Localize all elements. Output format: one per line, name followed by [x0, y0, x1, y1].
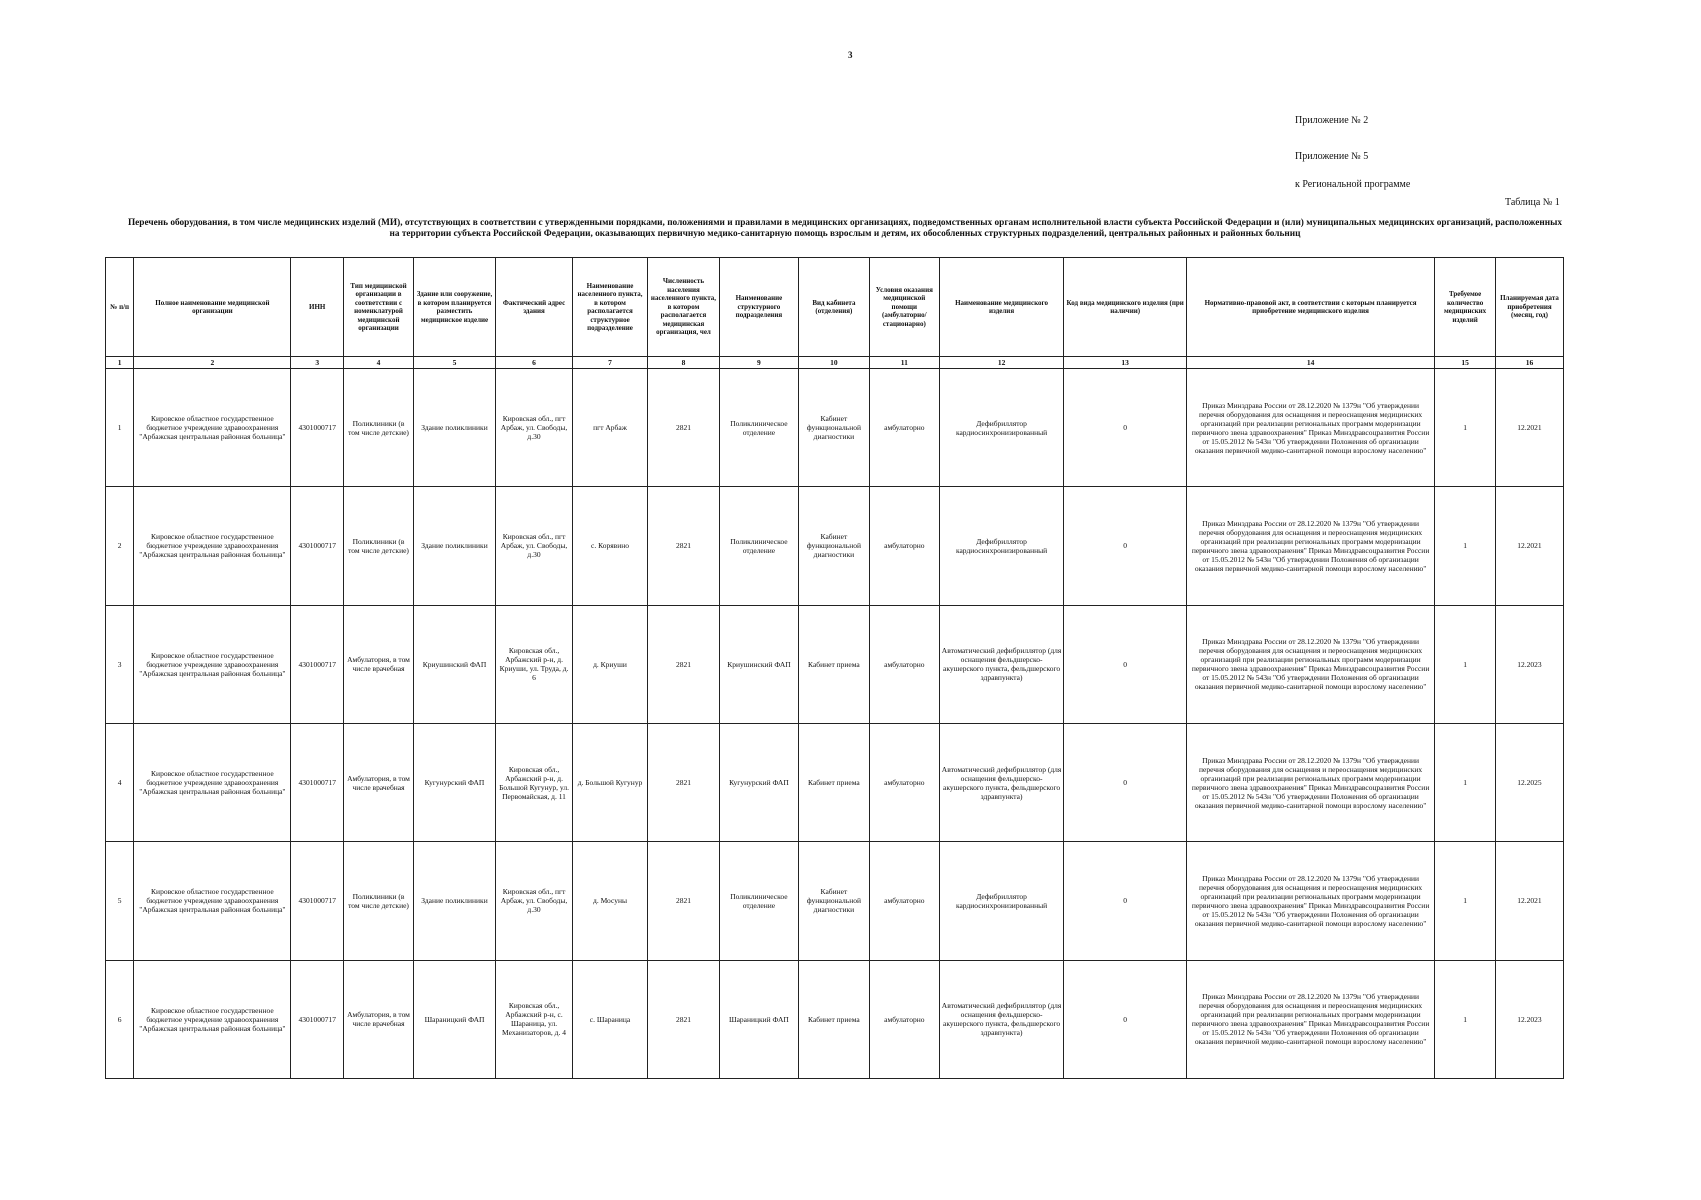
cell-conditions: амбулаторно: [869, 605, 939, 723]
column-header: Условия оказания медицинской помощи (амбулаторно/стационарно): [869, 258, 939, 357]
cell-room: Кабинет приема: [798, 723, 869, 841]
appendix-line-2: Приложение № 5: [1295, 151, 1369, 162]
cell-inn: 4301000717: [291, 842, 344, 960]
column-number: 2: [134, 357, 291, 369]
column-number: 5: [413, 357, 495, 369]
column-number: 4: [344, 357, 414, 369]
column-number: 3: [291, 357, 344, 369]
cell-locality: пгт Арбаж: [573, 369, 648, 487]
cell-org: Кировское областное государственное бюджетное учреждение здравоохранения "Арбажская центральная районная больница": [134, 605, 291, 723]
cell-date: 12.2021: [1495, 842, 1563, 960]
column-number: 16: [1495, 357, 1563, 369]
cell-building: Кугунурский ФАП: [413, 723, 495, 841]
cell-room: Кабинет функциональной диагностики: [798, 487, 869, 605]
cell-address: Кировская обл., пгт Арбаж, ул. Свободы, д.30: [496, 487, 573, 605]
column-header: Полное наименование медицинской организации: [134, 258, 291, 357]
table-row: [106, 960, 1564, 1078]
column-number: 15: [1435, 357, 1496, 369]
cell-type: Поликлиники (в том числе детские): [344, 842, 414, 960]
cell-act: Приказ Минздрава России от 28.12.2020 № 1379н "Об утверждении перечня оборудования для оснащения и переоснащения медицинских организаций при реализации региональных программ модернизации первичного звена здравоохранения" Приказ Минздравсоцразвития России от 15.05.2012 № 543н "Об утверждении Положения об организации оказания первичной медико-санитарной помощи взрослому населению": [1186, 723, 1434, 841]
cell-qty: 1: [1435, 487, 1496, 605]
cell-type: Поликлиники (в том числе детские): [344, 369, 414, 487]
cell-num: 6: [106, 960, 134, 1078]
table-row: [106, 487, 1564, 605]
column-header: ИНН: [291, 258, 344, 357]
cell-org: Кировское областное государственное бюджетное учреждение здравоохранения "Арбажская центральная районная больница": [134, 842, 291, 960]
cell-address: Кировская обл., пгт Арбаж, ул. Свободы, д.30: [496, 842, 573, 960]
appendix-line-1: Приложение № 2: [1295, 115, 1369, 126]
column-header: Нормативно-правовой акт, в соответствии с которым планируется приобретение медицинского изделия: [1186, 258, 1434, 357]
cell-address: Кировская обл., пгт Арбаж, ул. Свободы, д.30: [496, 369, 573, 487]
cell-org: Кировское областное государственное бюджетное учреждение здравоохранения "Арбажская центральная районная больница": [134, 960, 291, 1078]
cell-conditions: амбулаторно: [869, 960, 939, 1078]
cell-unit: Криушинский ФАП: [719, 605, 798, 723]
column-number: 7: [573, 357, 648, 369]
equipment-table: [105, 257, 1564, 1079]
column-header: Код вида медицинского изделия (при наличии): [1064, 258, 1187, 357]
cell-org: Кировское областное государственное бюджетное учреждение здравоохранения "Арбажская центральная районная больница": [134, 369, 291, 487]
cell-room: Кабинет функциональной диагностики: [798, 842, 869, 960]
cell-inn: 4301000717: [291, 487, 344, 605]
cell-locality: д. Мосуны: [573, 842, 648, 960]
document-title: Перечень оборудования, в том числе медицинских изделий (МИ), отсутствующих в соответствии с утвержденными порядками, положениями и правилами в медицинских организациях, подведомственных органам исполнительной власти субъекта Российской Федерации и (или) муниципальных медицинских организаций, расположенных на территории субъекта Российской Федерации, оказывающих первичную медико-санитарную помощь взрослым и детям, их обособленных структурных подразделений, центральных районных и районных больниц: [127, 218, 1563, 239]
cell-qty: 1: [1435, 842, 1496, 960]
column-number: 11: [869, 357, 939, 369]
cell-inn: 4301000717: [291, 605, 344, 723]
table-label: Таблица № 1: [1505, 197, 1560, 208]
cell-date: 12.2023: [1495, 605, 1563, 723]
cell-device: Автоматический дефибриллятор (для оснащения фельдшерско-акушерского пункта, фельдшерского здравпункта): [939, 605, 1064, 723]
column-header: Здание или сооружение, в котором планируется разместить медицинское изделие: [413, 258, 495, 357]
cell-num: 4: [106, 723, 134, 841]
cell-type: Амбулатория, в том числе врачебная: [344, 723, 414, 841]
cell-unit: Поликлиническое отделение: [719, 369, 798, 487]
column-number: 14: [1186, 357, 1434, 369]
cell-date: 12.2021: [1495, 369, 1563, 487]
cell-room: Кабинет функциональной диагностики: [798, 369, 869, 487]
cell-population: 2821: [648, 369, 720, 487]
cell-code: 0: [1064, 723, 1187, 841]
column-header: Требуемое количество медицинских изделий: [1435, 258, 1496, 357]
cell-building: Шараницкий ФАП: [413, 960, 495, 1078]
cell-device: Дефибриллятор кардиосинхронизированный: [939, 842, 1064, 960]
cell-act: Приказ Минздрава России от 28.12.2020 № 1379н "Об утверждении перечня оборудования для оснащения и переоснащения медицинских организаций при реализации региональных программ модернизации первичного звена здравоохранения" Приказ Минздравсоцразвития России от 15.05.2012 № 543н "Об утверждении Положения об организации оказания первичной медико-санитарной помощи взрослому населению": [1186, 605, 1434, 723]
cell-org: Кировское областное государственное бюджетное учреждение здравоохранения "Арбажская центральная районная больница": [134, 723, 291, 841]
cell-type: Поликлиники (в том числе детские): [344, 487, 414, 605]
cell-act: Приказ Минздрава России от 28.12.2020 № 1379н "Об утверждении перечня оборудования для оснащения и переоснащения медицинских организаций при реализации региональных программ модернизации первичного звена здравоохранения" Приказ Минздравсоцразвития России от 15.05.2012 № 543н "Об утверждении Положения об организации оказания первичной медико-санитарной помощи взрослому населению": [1186, 369, 1434, 487]
column-header: Наименование населенного пункта, в котором располагается структурное подразделение: [573, 258, 648, 357]
cell-org: Кировское областное государственное бюджетное учреждение здравоохранения "Арбажская центральная районная больница": [134, 487, 291, 605]
cell-conditions: амбулаторно: [869, 369, 939, 487]
cell-building: Здание поликлиники: [413, 369, 495, 487]
cell-inn: 4301000717: [291, 723, 344, 841]
column-number: 12: [939, 357, 1064, 369]
cell-building: Здание поликлиники: [413, 842, 495, 960]
cell-code: 0: [1064, 487, 1187, 605]
header-row: [106, 258, 1564, 357]
cell-unit: Поликлиническое отделение: [719, 487, 798, 605]
cell-device: Автоматический дефибриллятор (для оснащения фельдшерско-акушерского пункта, фельдшерского здравпункта): [939, 723, 1064, 841]
column-header: Численность населения населенного пункта, в котором располагается медицинская организация, чел: [648, 258, 720, 357]
column-header: Фактический адрес здания: [496, 258, 573, 357]
column-header: № п/п: [106, 258, 134, 357]
column-number: 8: [648, 357, 720, 369]
cell-locality: с. Корявино: [573, 487, 648, 605]
column-header: Наименование структурного подразделения: [719, 258, 798, 357]
page-number: 3: [848, 50, 853, 60]
column-number: 10: [798, 357, 869, 369]
cell-device: Автоматический дефибриллятор (для оснащения фельдшерско-акушерского пункта, фельдшерского здравпункта): [939, 960, 1064, 1078]
column-number: 6: [496, 357, 573, 369]
cell-num: 3: [106, 605, 134, 723]
cell-conditions: амбулаторно: [869, 723, 939, 841]
cell-address: Кировская обл., Арбажский р-н, д. Криуши, ул. Труда, д. 6: [496, 605, 573, 723]
cell-address: Кировская обл., Арбажский р-н, с. Шараница, ул. Механизаторов, д. 4: [496, 960, 573, 1078]
cell-device: Дефибриллятор кардиосинхронизированный: [939, 487, 1064, 605]
table-row: [106, 369, 1564, 487]
cell-code: 0: [1064, 605, 1187, 723]
cell-locality: д. Большой Кугунур: [573, 723, 648, 841]
cell-population: 2821: [648, 842, 720, 960]
cell-date: 12.2023: [1495, 960, 1563, 1078]
cell-code: 0: [1064, 369, 1187, 487]
table-row: [106, 723, 1564, 841]
column-number-row: [106, 357, 1564, 369]
cell-type: Амбулатория, в том числе врачебная: [344, 960, 414, 1078]
cell-num: 1: [106, 369, 134, 487]
column-header: Вид кабинета (отделения): [798, 258, 869, 357]
cell-conditions: амбулаторно: [869, 842, 939, 960]
appendix-line-3: к Региональной программе: [1295, 179, 1411, 190]
column-header: Тип медицинской организации в соответствии с номенклатурой медицинской организации: [344, 258, 414, 357]
cell-unit: Шараницкий ФАП: [719, 960, 798, 1078]
column-number: 1: [106, 357, 134, 369]
cell-population: 2821: [648, 605, 720, 723]
cell-locality: с. Шараница: [573, 960, 648, 1078]
cell-unit: Кугунурский ФАП: [719, 723, 798, 841]
cell-locality: д. Криуши: [573, 605, 648, 723]
cell-unit: Поликлиническое отделение: [719, 842, 798, 960]
table-row: [106, 842, 1564, 960]
cell-qty: 1: [1435, 369, 1496, 487]
cell-building: Здание поликлиники: [413, 487, 495, 605]
column-header: Планируемая дата приобретения (месяц, год): [1495, 258, 1563, 357]
cell-act: Приказ Минздрава России от 28.12.2020 № 1379н "Об утверждении перечня оборудования для оснащения и переоснащения медицинских организаций при реализации региональных программ модернизации первичного звена здравоохранения" Приказ Минздравсоцразвития России от 15.05.2012 № 543н "Об утверждении Положения об организации оказания первичной медико-санитарной помощи взрослому населению": [1186, 842, 1434, 960]
column-number: 13: [1064, 357, 1187, 369]
cell-inn: 4301000717: [291, 960, 344, 1078]
cell-population: 2821: [648, 723, 720, 841]
cell-population: 2821: [648, 960, 720, 1078]
cell-date: 12.2025: [1495, 723, 1563, 841]
cell-device: Дефибриллятор кардиосинхронизированный: [939, 369, 1064, 487]
cell-room: Кабинет приема: [798, 605, 869, 723]
cell-inn: 4301000717: [291, 369, 344, 487]
cell-population: 2821: [648, 487, 720, 605]
cell-act: Приказ Минздрава России от 28.12.2020 № 1379н "Об утверждении перечня оборудования для оснащения и переоснащения медицинских организаций при реализации региональных программ модернизации первичного звена здравоохранения" Приказ Минздравсоцразвития России от 15.05.2012 № 543н "Об утверждении Положения об организации оказания первичной медико-санитарной помощи взрослому населению": [1186, 487, 1434, 605]
cell-room: Кабинет приема: [798, 960, 869, 1078]
cell-act: Приказ Минздрава России от 28.12.2020 № 1379н "Об утверждении перечня оборудования для оснащения и переоснащения медицинских организаций при реализации региональных программ модернизации первичного звена здравоохранения" Приказ Минздравсоцразвития России от 15.05.2012 № 543н "Об утверждении Положения об организации оказания первичной медико-санитарной помощи взрослому населению": [1186, 960, 1434, 1078]
cell-conditions: амбулаторно: [869, 487, 939, 605]
column-header: Наименование медицинского изделия: [939, 258, 1064, 357]
cell-address: Кировская обл., Арбажский р-н, д. Большой Кугунур, ул. Первомайская, д. 11: [496, 723, 573, 841]
cell-date: 12.2021: [1495, 487, 1563, 605]
cell-code: 0: [1064, 842, 1187, 960]
cell-num: 2: [106, 487, 134, 605]
cell-type: Амбулатория, в том числе врачебная: [344, 605, 414, 723]
table-row: [106, 605, 1564, 723]
cell-num: 5: [106, 842, 134, 960]
cell-building: Криушинский ФАП: [413, 605, 495, 723]
column-number: 9: [719, 357, 798, 369]
cell-qty: 1: [1435, 723, 1496, 841]
cell-code: 0: [1064, 960, 1187, 1078]
cell-qty: 1: [1435, 605, 1496, 723]
cell-qty: 1: [1435, 960, 1496, 1078]
